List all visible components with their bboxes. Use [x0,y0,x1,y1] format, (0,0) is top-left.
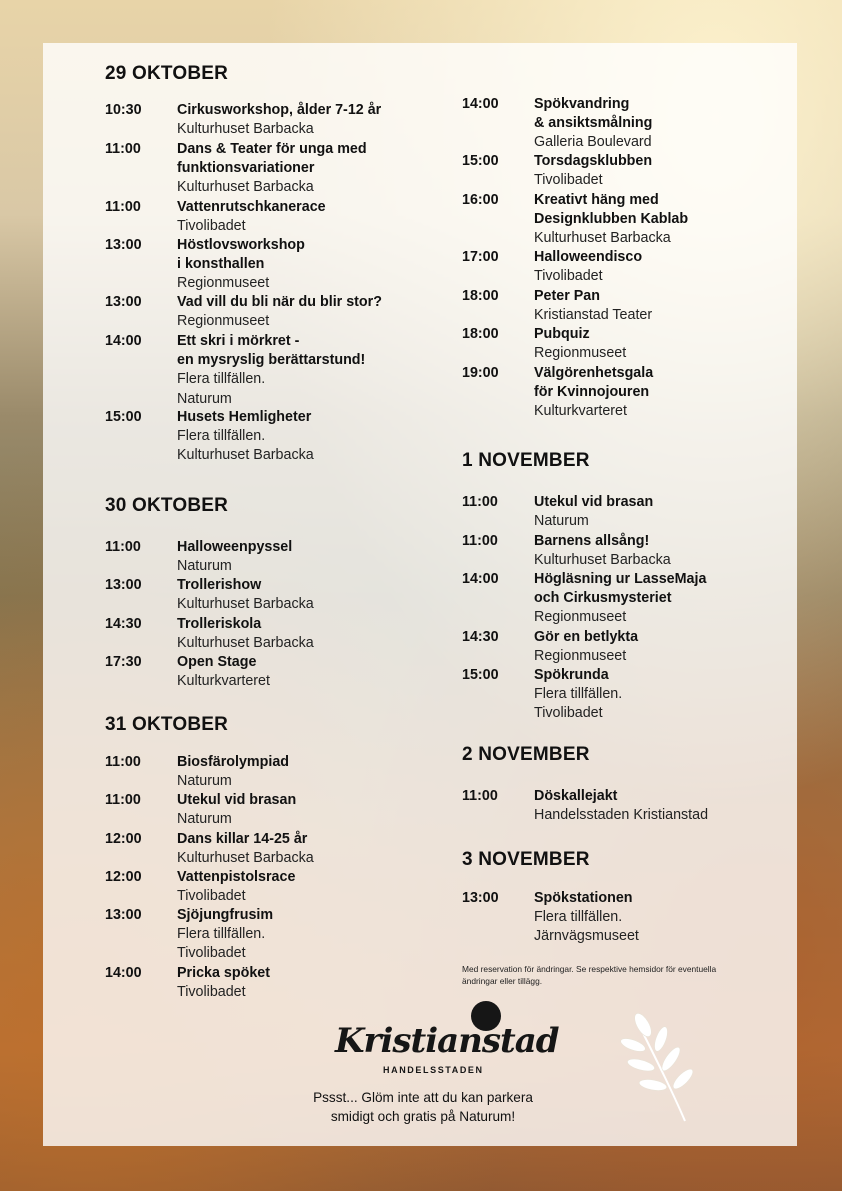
event-time: 11:00 [105,754,141,770]
event-row [462,570,706,628]
event-row [462,364,653,422]
section-heading-3-november: 3 NOVEMBER [462,849,590,870]
event-row [105,906,273,964]
section-heading-2-november: 2 NOVEMBER [462,744,590,765]
event-time: 13:00 [462,890,499,906]
event-time: 15:00 [105,409,142,425]
event-time: 19:00 [462,365,499,381]
event-venue: Kulturhuset Barbacka [177,179,314,196]
event-venue: Kulturkvarteret [177,673,270,690]
event-time: 14:00 [462,96,499,112]
event-venue: Naturum [177,390,232,407]
event-title: Ett skri i mörkret - en mysryslig berättarstund! [177,333,366,369]
event-title: Dans killar 14-25 år [177,831,308,847]
event-row [462,287,652,325]
event-time: 11:00 [462,788,498,804]
event-row [105,576,314,614]
event-title: Biosfärolympiad [177,754,290,770]
event-title: Dans & Teater för unga med funktionsvariationer [177,141,367,177]
event-title: Vattenrutschkanerace [177,199,326,215]
event-venue: Kulturhuset Barbacka [177,850,314,867]
event-time: 11:00 [105,539,141,555]
event-title: Husets Hemligheter [177,409,312,425]
event-row [105,408,314,466]
schedule-panel [43,43,797,1146]
event-title: Open Stage [177,654,257,670]
event-venue: Kulturhuset Barbacka [177,447,314,464]
event-title: Trolleriskola [177,616,262,632]
event-note: Flera tillfällen. [177,371,266,388]
event-row [462,889,639,947]
event-venue: Kulturhuset Barbacka [177,596,314,613]
event-title: Vattenpistolsrace [177,869,296,885]
event-time: 15:00 [462,667,499,683]
event-venue: Regionmuseet [534,609,627,626]
event-row [105,538,292,576]
event-time: 15:00 [462,153,499,169]
event-row [105,615,314,653]
event-venue: Kulturhuset Barbacka [177,635,314,652]
event-time: 14:00 [462,571,499,587]
event-venue: Tivolibadet [177,218,246,235]
event-venue: Naturum [177,773,232,790]
event-row [105,198,326,236]
section-heading-30-oktober: 30 OKTOBER [105,495,229,516]
event-venue: Naturum [177,558,232,575]
event-venue: Galleria Boulevard [534,134,652,151]
event-time: 11:00 [462,494,498,510]
event-title: Utekul vid brasan [177,792,297,808]
event-title: Trollerishow [177,577,262,593]
event-time: 11:00 [462,533,498,549]
event-row [105,653,270,691]
section-heading-29-oktober: 29 OKTOBER [105,63,229,84]
event-title: Höstlovsworkshop i konsthallen [177,237,305,273]
event-title: Peter Pan [534,288,600,304]
event-title: Välgörenhetsgala för Kvinnojouren [534,365,654,401]
parking-note-line-1: Pssst... Glöm inte att du kan parkera [313,1090,533,1105]
parking-note [243,1088,603,1126]
event-time: 14:30 [462,629,499,645]
event-title: Utekul vid brasan [534,494,654,510]
event-title: Torsdagsklubben [534,153,653,169]
event-row [105,140,367,198]
event-time: 11:00 [105,199,141,215]
event-row [105,101,381,139]
event-row [462,628,638,666]
event-note: Flera tillfällen. [177,926,266,943]
event-venue: Kulturkvarteret [534,403,627,420]
event-row [105,791,296,829]
section-heading-1-november: 1 NOVEMBER [462,450,590,471]
event-time: 18:00 [462,288,499,304]
event-venue: Kulturhuset Barbacka [534,552,671,569]
event-note: Flera tillfällen. [177,428,266,445]
event-time: 11:00 [105,141,141,157]
event-time: 14:00 [105,333,142,349]
event-time: 14:00 [105,965,142,981]
event-title: Halloweenpyssel [177,539,293,555]
event-row [462,248,642,286]
event-time: 13:00 [105,294,142,310]
event-venue: Tivolibadet [177,888,246,905]
event-row [462,666,622,724]
event-venue: Tivolibadet [177,945,246,962]
event-time: 18:00 [462,326,499,342]
section-heading-31-oktober: 31 OKTOBER [105,714,229,735]
event-note: Flera tillfällen. [534,686,623,703]
event-title: Barnens allsång! [534,533,650,549]
event-venue: Tivolibadet [534,268,603,285]
event-title: Halloweendisco [534,249,643,265]
event-venue: Handelsstaden Kristianstad [534,807,709,824]
event-venue: Regionmuseet [534,345,627,362]
event-venue: Järnvägsmuseet [534,928,639,945]
event-title: Spökstationen [534,890,633,906]
event-title: Cirkusworkshop, ålder 7-12 år [177,102,382,118]
event-venue: Regionmuseet [177,275,270,292]
event-venue: Kulturhuset Barbacka [177,121,314,138]
disclaimer-text: Med reservation för ändringar. Se respektive hemsidor för eventuella ändringar eller tillägg. [462,964,717,986]
event-venue: Naturum [177,811,232,828]
event-row [462,152,652,190]
event-time: 13:00 [105,907,142,923]
event-title: Spökvandring & ansiktsmålning [534,96,653,132]
event-row [462,493,653,531]
event-title: Döskallejakt [534,788,618,804]
event-venue: Tivolibadet [177,984,246,1001]
event-row [105,868,295,906]
kristianstad-logo [335,1001,559,1081]
event-title: Spökrunda [534,667,609,683]
event-row [105,830,314,868]
event-venue: Regionmuseet [534,648,627,665]
event-venue: Tivolibadet [534,172,603,189]
event-title: Högläsning ur LasseMaja och Cirkusmysteriet [534,571,707,607]
logo-subtitle: HANDELSSTADEN [383,1065,484,1075]
event-title: Vad vill du bli när du blir stor? [177,294,382,310]
event-title: Sjöjungfrusim [177,907,274,923]
event-row [105,753,289,791]
parking-note-line-2: smidigt och gratis på Naturum! [330,1109,516,1124]
event-row [462,532,671,570]
event-time: 13:00 [105,237,142,253]
event-time: 11:00 [105,792,141,808]
event-row [105,964,270,1002]
logo-wordmark: Kristianstad [335,1021,559,1061]
event-row [105,236,305,294]
event-time: 16:00 [462,192,499,208]
event-row [462,325,626,363]
event-title: Kreativt häng med Designklubben Kablab [534,192,689,228]
event-title: Pubquiz [534,326,590,342]
leaf-icon [613,1003,713,1123]
event-time: 10:30 [105,102,142,118]
event-time: 12:00 [105,869,142,885]
event-row [462,95,652,153]
event-time: 17:30 [105,654,142,670]
event-time: 17:00 [462,249,499,265]
event-time: 12:00 [105,831,142,847]
event-venue: Kulturhuset Barbacka [534,230,671,247]
event-time: 14:30 [105,616,142,632]
event-note: Flera tillfällen. [534,909,623,926]
event-title: Gör en betlykta [534,629,639,645]
event-row [462,787,708,825]
event-title: Pricka spöket [177,965,270,981]
event-row [105,293,382,331]
event-venue: Kristianstad Teater [534,307,653,324]
event-venue: Tivolibadet [534,705,603,722]
event-row [105,332,365,409]
event-time: 13:00 [105,577,142,593]
event-venue: Naturum [534,513,589,530]
event-venue: Regionmuseet [177,313,270,330]
event-row [462,191,688,249]
